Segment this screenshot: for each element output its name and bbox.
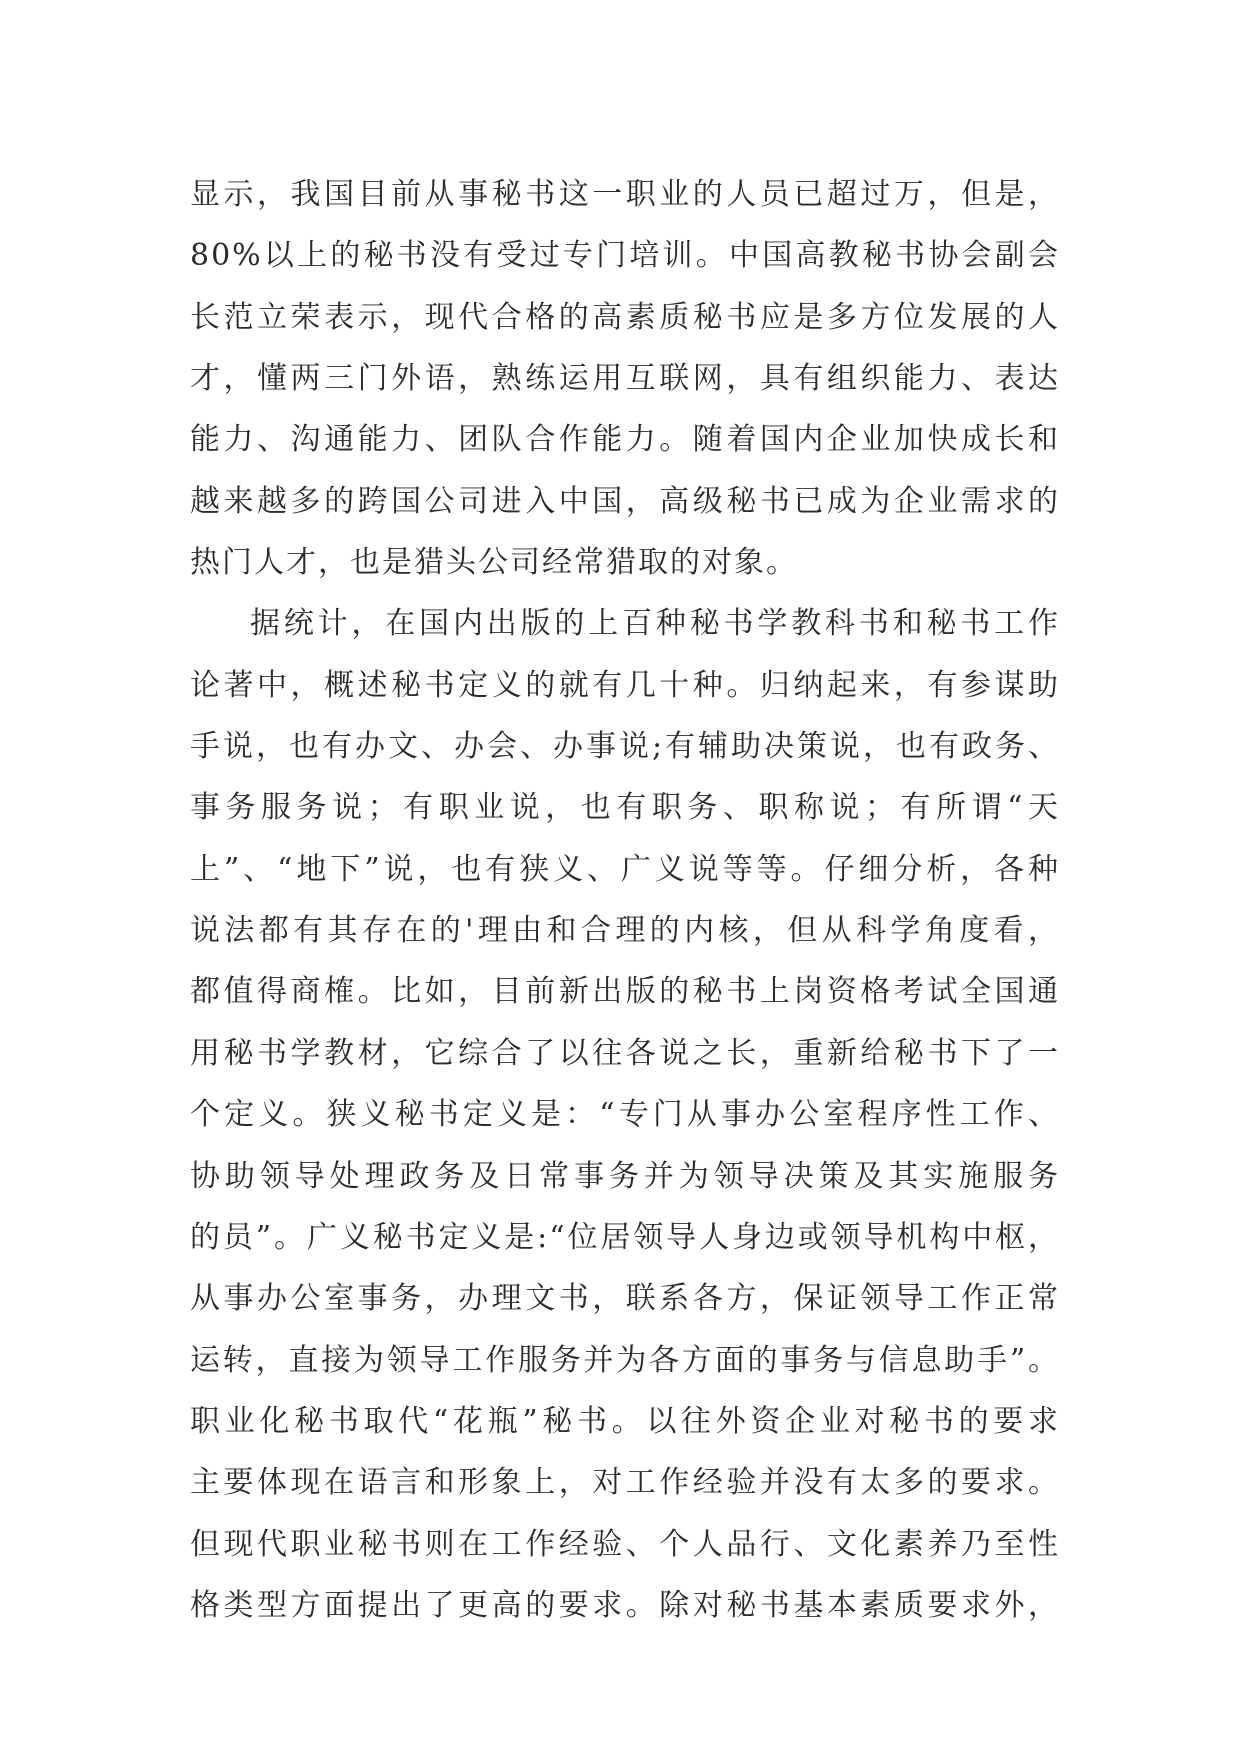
text-line: 但现代职业秘书则在工作经验、个人品行、文化素养乃至性 [190,1526,1060,1562]
text-line: 格类型方面提出了更高的要求。除对秘书基本素质要求外， [190,1587,1060,1623]
text-line: 上”、“地下”说，也有狭义、广义说等等。仔细分析，各种 [190,851,1060,887]
text-line: 从事办公室事务，办理文书，联系各方，保证领导工作正常 [190,1281,1060,1317]
text-line: 用秘书学教材，它综合了以往各说之长，重新给秘书下了一 [190,1035,1060,1071]
text-line: 越来越多的跨国公司进入中国，高级秘书已成为企业需求的 [190,483,1060,519]
text-line: 协助领导处理政务及日常事务并为领导决策及其实施服务 [190,1158,1060,1194]
text-line: 热门人才，也是猎头公司经常猎取的对象。 [190,545,798,581]
text-line: 职业化秘书取代“花瓶”秘书。以往外资企业对秘书的要求 [190,1403,1060,1439]
text-line: 长范立荣表示，现代合格的高素质秘书应是多方位发展的人 [190,299,1060,335]
text-line: 显示，我国目前从事秘书这一职业的人员已超过万，但是， [190,177,1060,212]
text-line: 运转，直接为领导工作服务并为各方面的事务与信息助手”。 [190,1342,1060,1378]
text-line: 能力、沟通能力、团队合作能力。随着国内企业加快成长和 [190,422,1060,458]
text-line: 主要体现在语言和形象上，对工作经验并没有太多的要求。 [190,1465,1060,1501]
text-line: 说法都有其存在的'理由和合理的内核，但从科学角度看， [190,913,1060,949]
text-line: 论著中，概述秘书定义的就有几十种。归纳起来，有参谋助 [190,667,1060,703]
text-line: 都值得商榷。比如，目前新出版的秘书上岗资格考试全国通 [190,974,1060,1010]
text-line: 事务服务说；有职业说，也有职务、职称说；有所谓“天 [190,790,1060,826]
body-text [190,164,1060,1636]
text-line: 据统计，在国内出版的上百种秘书学教科书和秘书工作 [250,606,1060,642]
text-line: 才，懂两三门外语，熟练运用互联网，具有组织能力、表达 [190,361,1060,397]
text-line: 的员”。广义秘书定义是:“位居领导人身边或领导机构中枢， [190,1219,1060,1255]
text-line: 手说，也有办文、办会、办事说;有辅助决策说，也有政务、 [190,729,1060,765]
text-line: 个定义。狭义秘书定义是：“专门从事办公室程序性工作、 [190,1097,1060,1133]
text-line: 80%以上的秘书没有受过专门培训。中国高教秘书协会副会 [190,238,1060,274]
